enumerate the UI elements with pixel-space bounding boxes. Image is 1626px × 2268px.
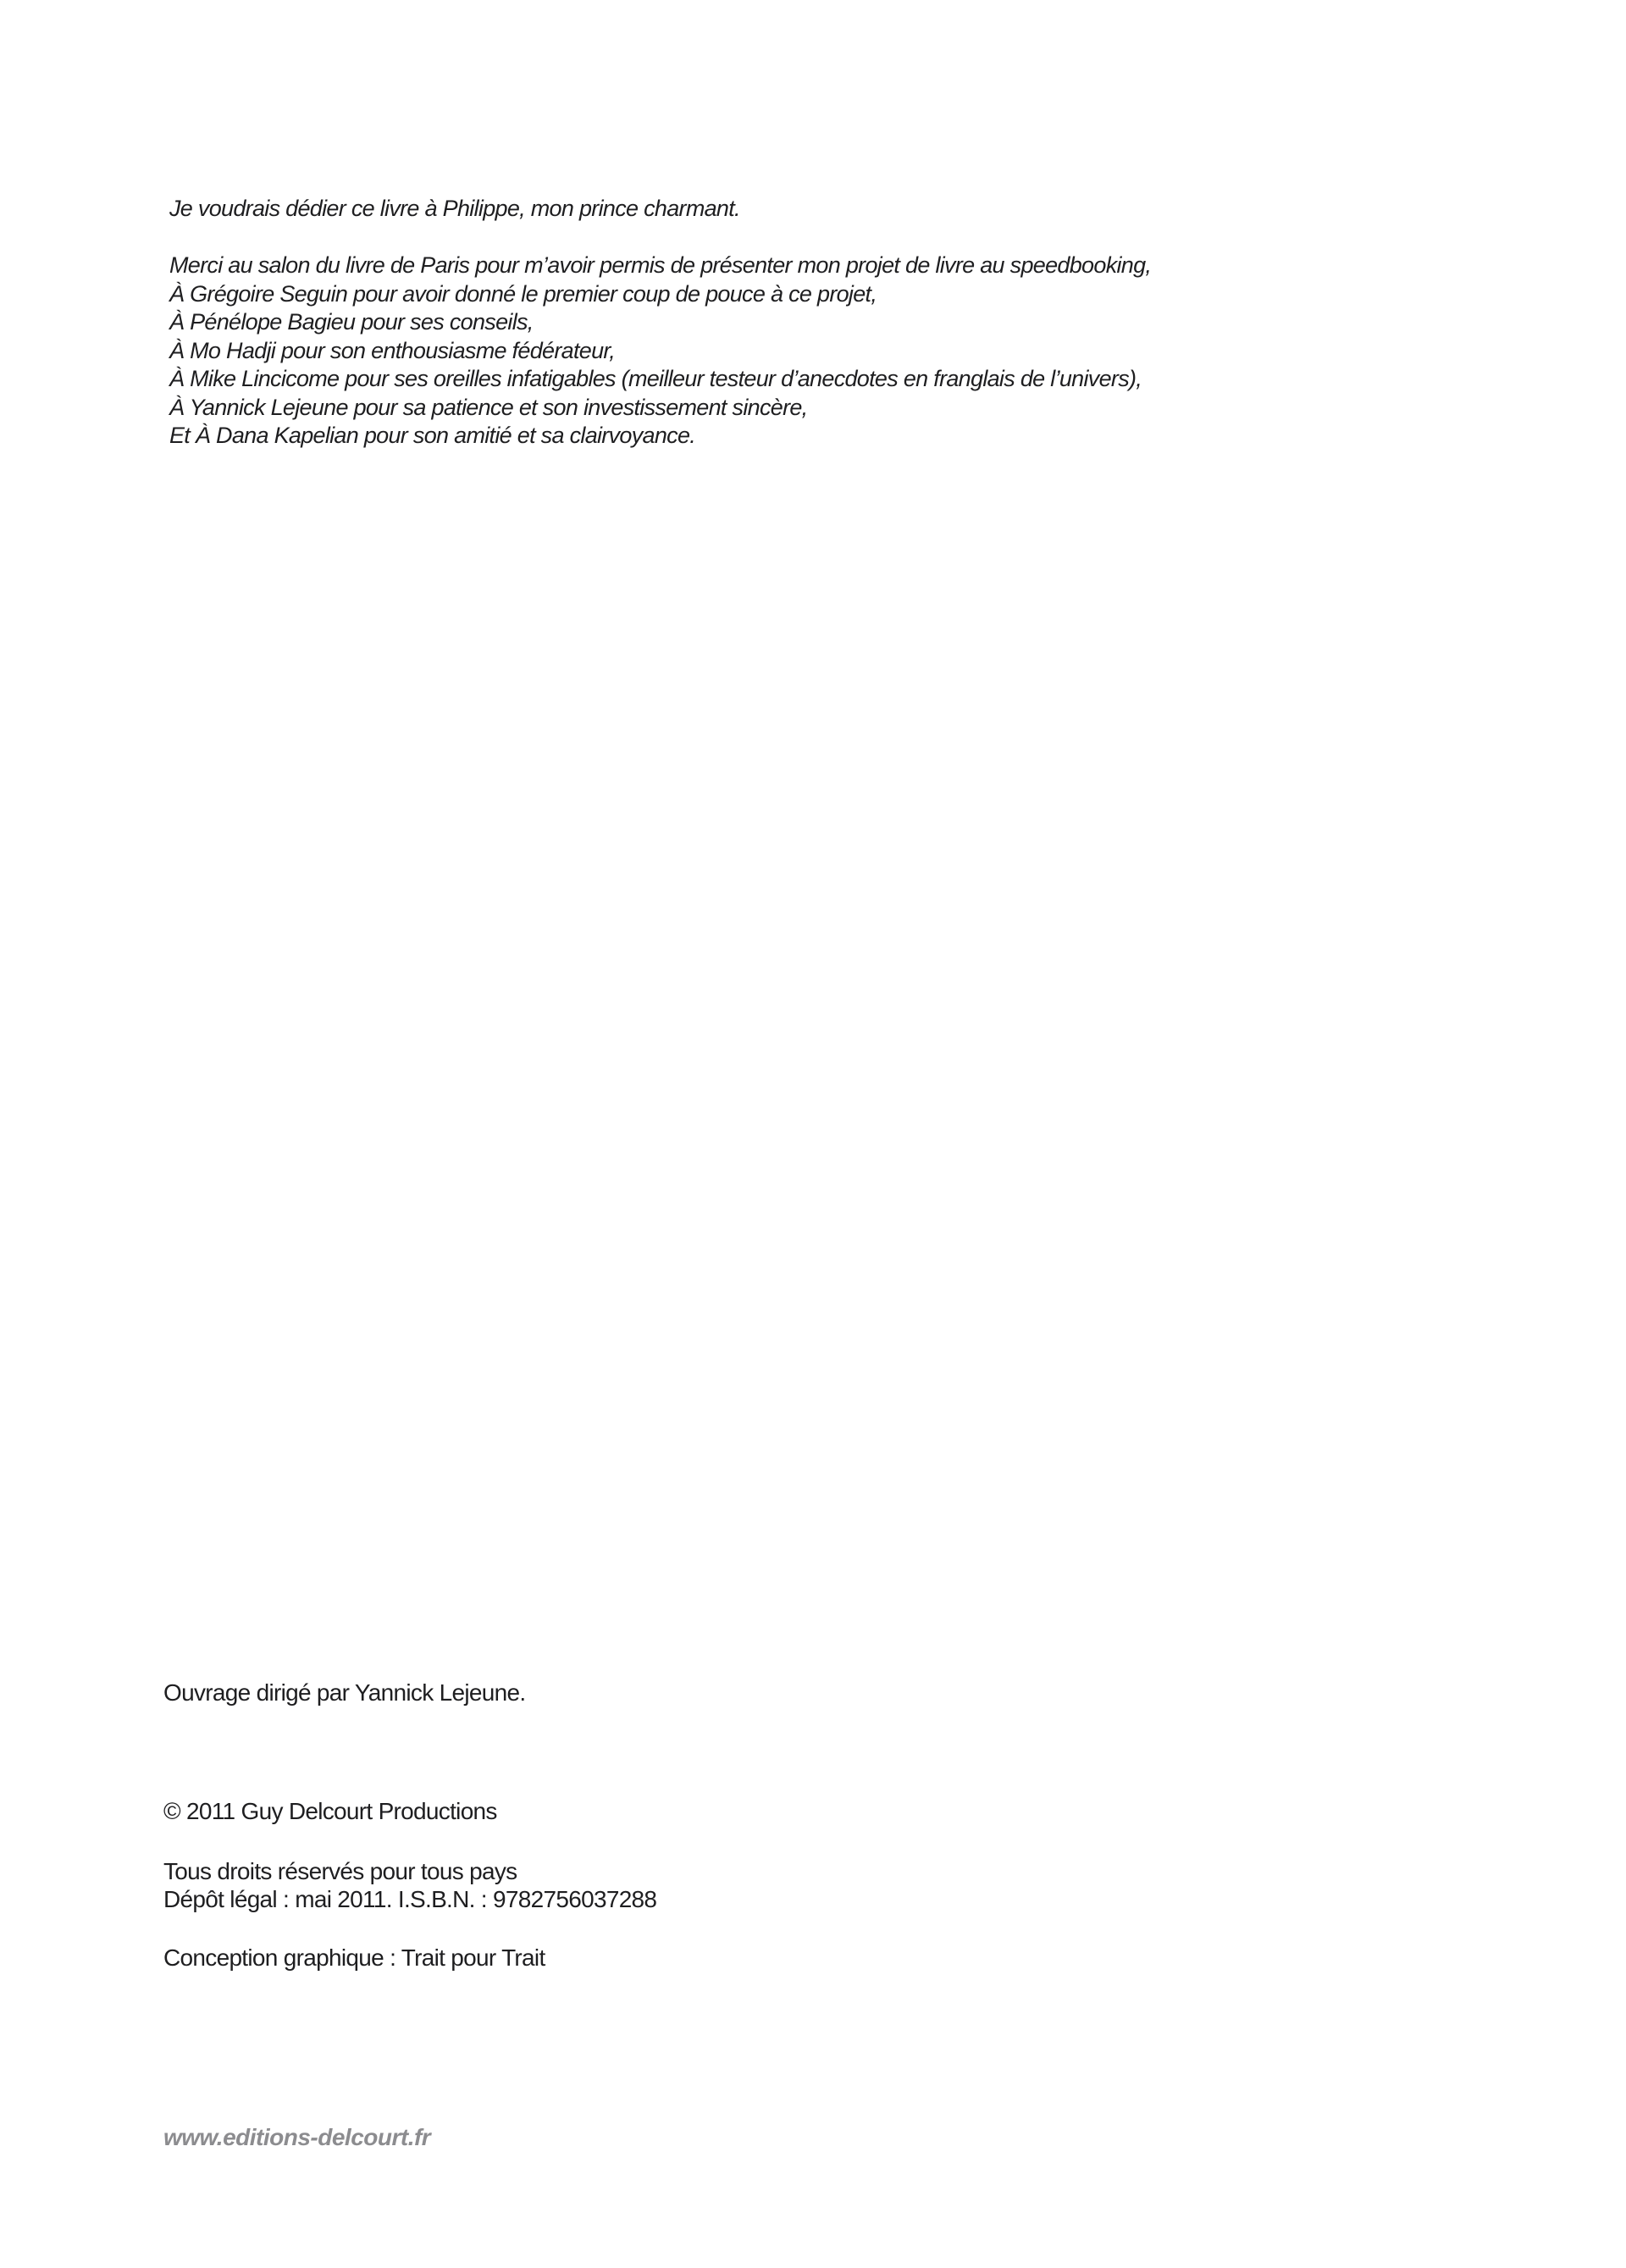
dedication-line: Je voudrais dédier ce livre à Philippe, mon prince charmant.	[169, 196, 740, 221]
paragraph-gap	[169, 224, 1151, 252]
copyright-line: © 2011 Guy Delcourt Productions	[163, 1798, 497, 1824]
acknowledgement-line: À Mo Hadji pour son enthousiasme fédérateur,	[169, 337, 616, 363]
publisher-website-text: www.editions-delcourt.fr	[163, 2124, 431, 2150]
design-credit-line: Conception graphique : Trait pour Trait	[163, 1944, 545, 1971]
rights-block	[163, 1857, 656, 1913]
acknowledgement-line: Merci au salon du livre de Paris pour m’avoir permis de présenter mon projet de livre au speedbooking,	[169, 252, 1152, 278]
legal-deposit-isbn-line: Dépôt légal : mai 2011. I.S.B.N. : 9782756037288	[163, 1886, 657, 1912]
acknowledgement-line: À Mike Lincicome pour ses oreilles infatigables (meilleur testeur d’anecdotes en franglais de l’univers),	[169, 366, 1142, 391]
dedication-block	[169, 195, 1151, 451]
acknowledgement-line: Et À Dana Kapelian pour son amitié et sa clairvoyance.	[169, 423, 696, 448]
acknowledgement-line: À Grégoire Seguin pour avoir donné le premier coup de pouce à ce projet,	[169, 280, 877, 307]
editor-credit-line: Ouvrage dirigé par Yannick Lejeune.	[163, 1679, 526, 1706]
acknowledgement-line: À Yannick Lejeune pour sa patience et son investissement sincère,	[169, 394, 808, 420]
rights-line: Tous droits réservés pour tous pays	[163, 1858, 517, 1884]
acknowledgement-line: À Pénélope Bagieu pour ses conseils,	[169, 309, 534, 335]
